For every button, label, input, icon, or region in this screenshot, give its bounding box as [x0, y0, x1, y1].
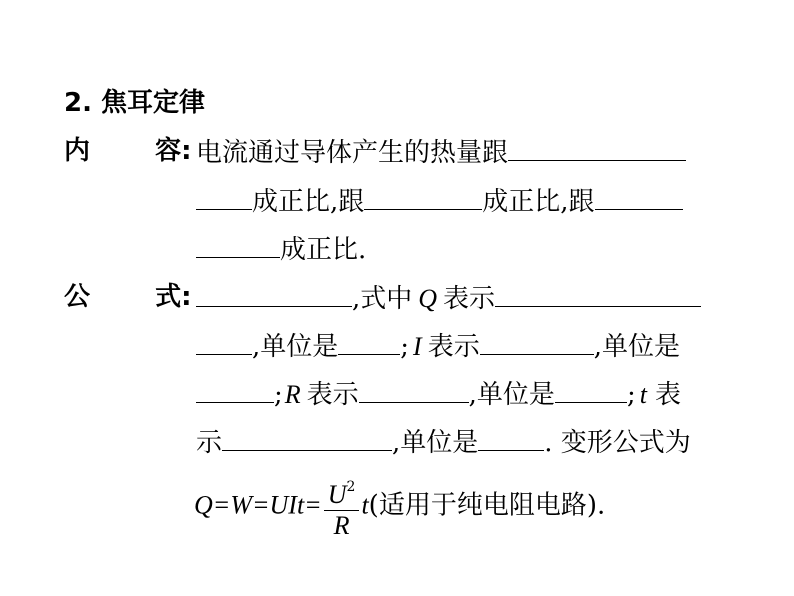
section-title: 2. 焦耳定律 [64, 88, 206, 118]
formula-text-3: ,单位是 [252, 332, 339, 362]
formula-label-char-2: 式 [155, 282, 182, 312]
content-line-1 [196, 134, 686, 170]
blank-10[interactable] [480, 328, 594, 355]
formula-text-1: ,式中 [352, 284, 413, 314]
formula-line-4 [196, 424, 691, 460]
fraction-numerator [324, 472, 360, 511]
formula-equation [194, 472, 605, 541]
symbol-q: Q [418, 284, 438, 313]
formula-line-2 [196, 328, 680, 364]
content-text-4: 成正比. [280, 235, 367, 265]
blank-1[interactable] [508, 134, 686, 161]
content-text-1: 电流通过导体产生的热量跟 [196, 138, 509, 168]
equation-fraction [324, 472, 360, 541]
blank-6[interactable] [196, 280, 352, 307]
blank-11[interactable] [196, 376, 274, 403]
symbol-t: t [639, 380, 647, 409]
blank-2[interactable] [196, 183, 252, 210]
content-text-3: 成正比,跟 [482, 187, 595, 217]
blank-4[interactable] [595, 183, 683, 210]
blank-15[interactable] [478, 424, 544, 451]
blank-8[interactable] [196, 328, 252, 355]
formula-text-4: 表示 [427, 332, 480, 362]
formula-text-5: ,单位是 [593, 332, 680, 362]
formula-sep-1: ; [400, 332, 410, 362]
formula-text-2: 表示 [443, 284, 496, 314]
content-label-colon: : [181, 136, 192, 166]
blank-12[interactable] [359, 376, 469, 403]
numerator-exponent: 2 [346, 479, 356, 495]
content-label-char-1: 内 [64, 136, 91, 166]
formula-sep-3: ; [626, 380, 636, 410]
content-line-3 [196, 231, 366, 267]
equation-t: t [361, 490, 369, 520]
blank-9[interactable] [338, 328, 400, 355]
blank-14[interactable] [222, 424, 392, 451]
formula-text-10: ,单位是 [392, 428, 479, 458]
blank-5[interactable] [196, 231, 280, 258]
blank-7[interactable] [495, 280, 701, 307]
content-text-2: 成正比,跟 [252, 187, 365, 217]
symbol-i: I [413, 332, 422, 361]
formula-text-6: 表示 [306, 380, 359, 410]
formula-line-3 [196, 376, 681, 412]
fraction-denominator: R [333, 511, 350, 540]
formula-label-colon: : [181, 282, 192, 312]
formula-line-1 [196, 280, 701, 316]
blank-13[interactable] [555, 376, 627, 403]
content-line-2 [196, 183, 683, 219]
formula-text-7: ,单位是 [468, 380, 555, 410]
formula-text-11: . 变形公式为 [544, 428, 691, 458]
formula-sep-2: ; [274, 380, 283, 410]
equation-note: (适用于纯电阻电路). [368, 490, 606, 521]
formula-text-8: 表 [654, 380, 681, 410]
equation-lhs: Q=W=UIt= [194, 490, 322, 520]
content-label-char-2: 容 [155, 136, 182, 166]
symbol-r: R [284, 380, 301, 409]
formula-label [64, 280, 192, 314]
content-label [64, 134, 192, 168]
blank-3[interactable] [364, 183, 482, 210]
numerator-u: U [327, 480, 347, 509]
formula-label-char-1: 公 [64, 282, 91, 312]
formula-text-9: 示 [196, 428, 223, 458]
